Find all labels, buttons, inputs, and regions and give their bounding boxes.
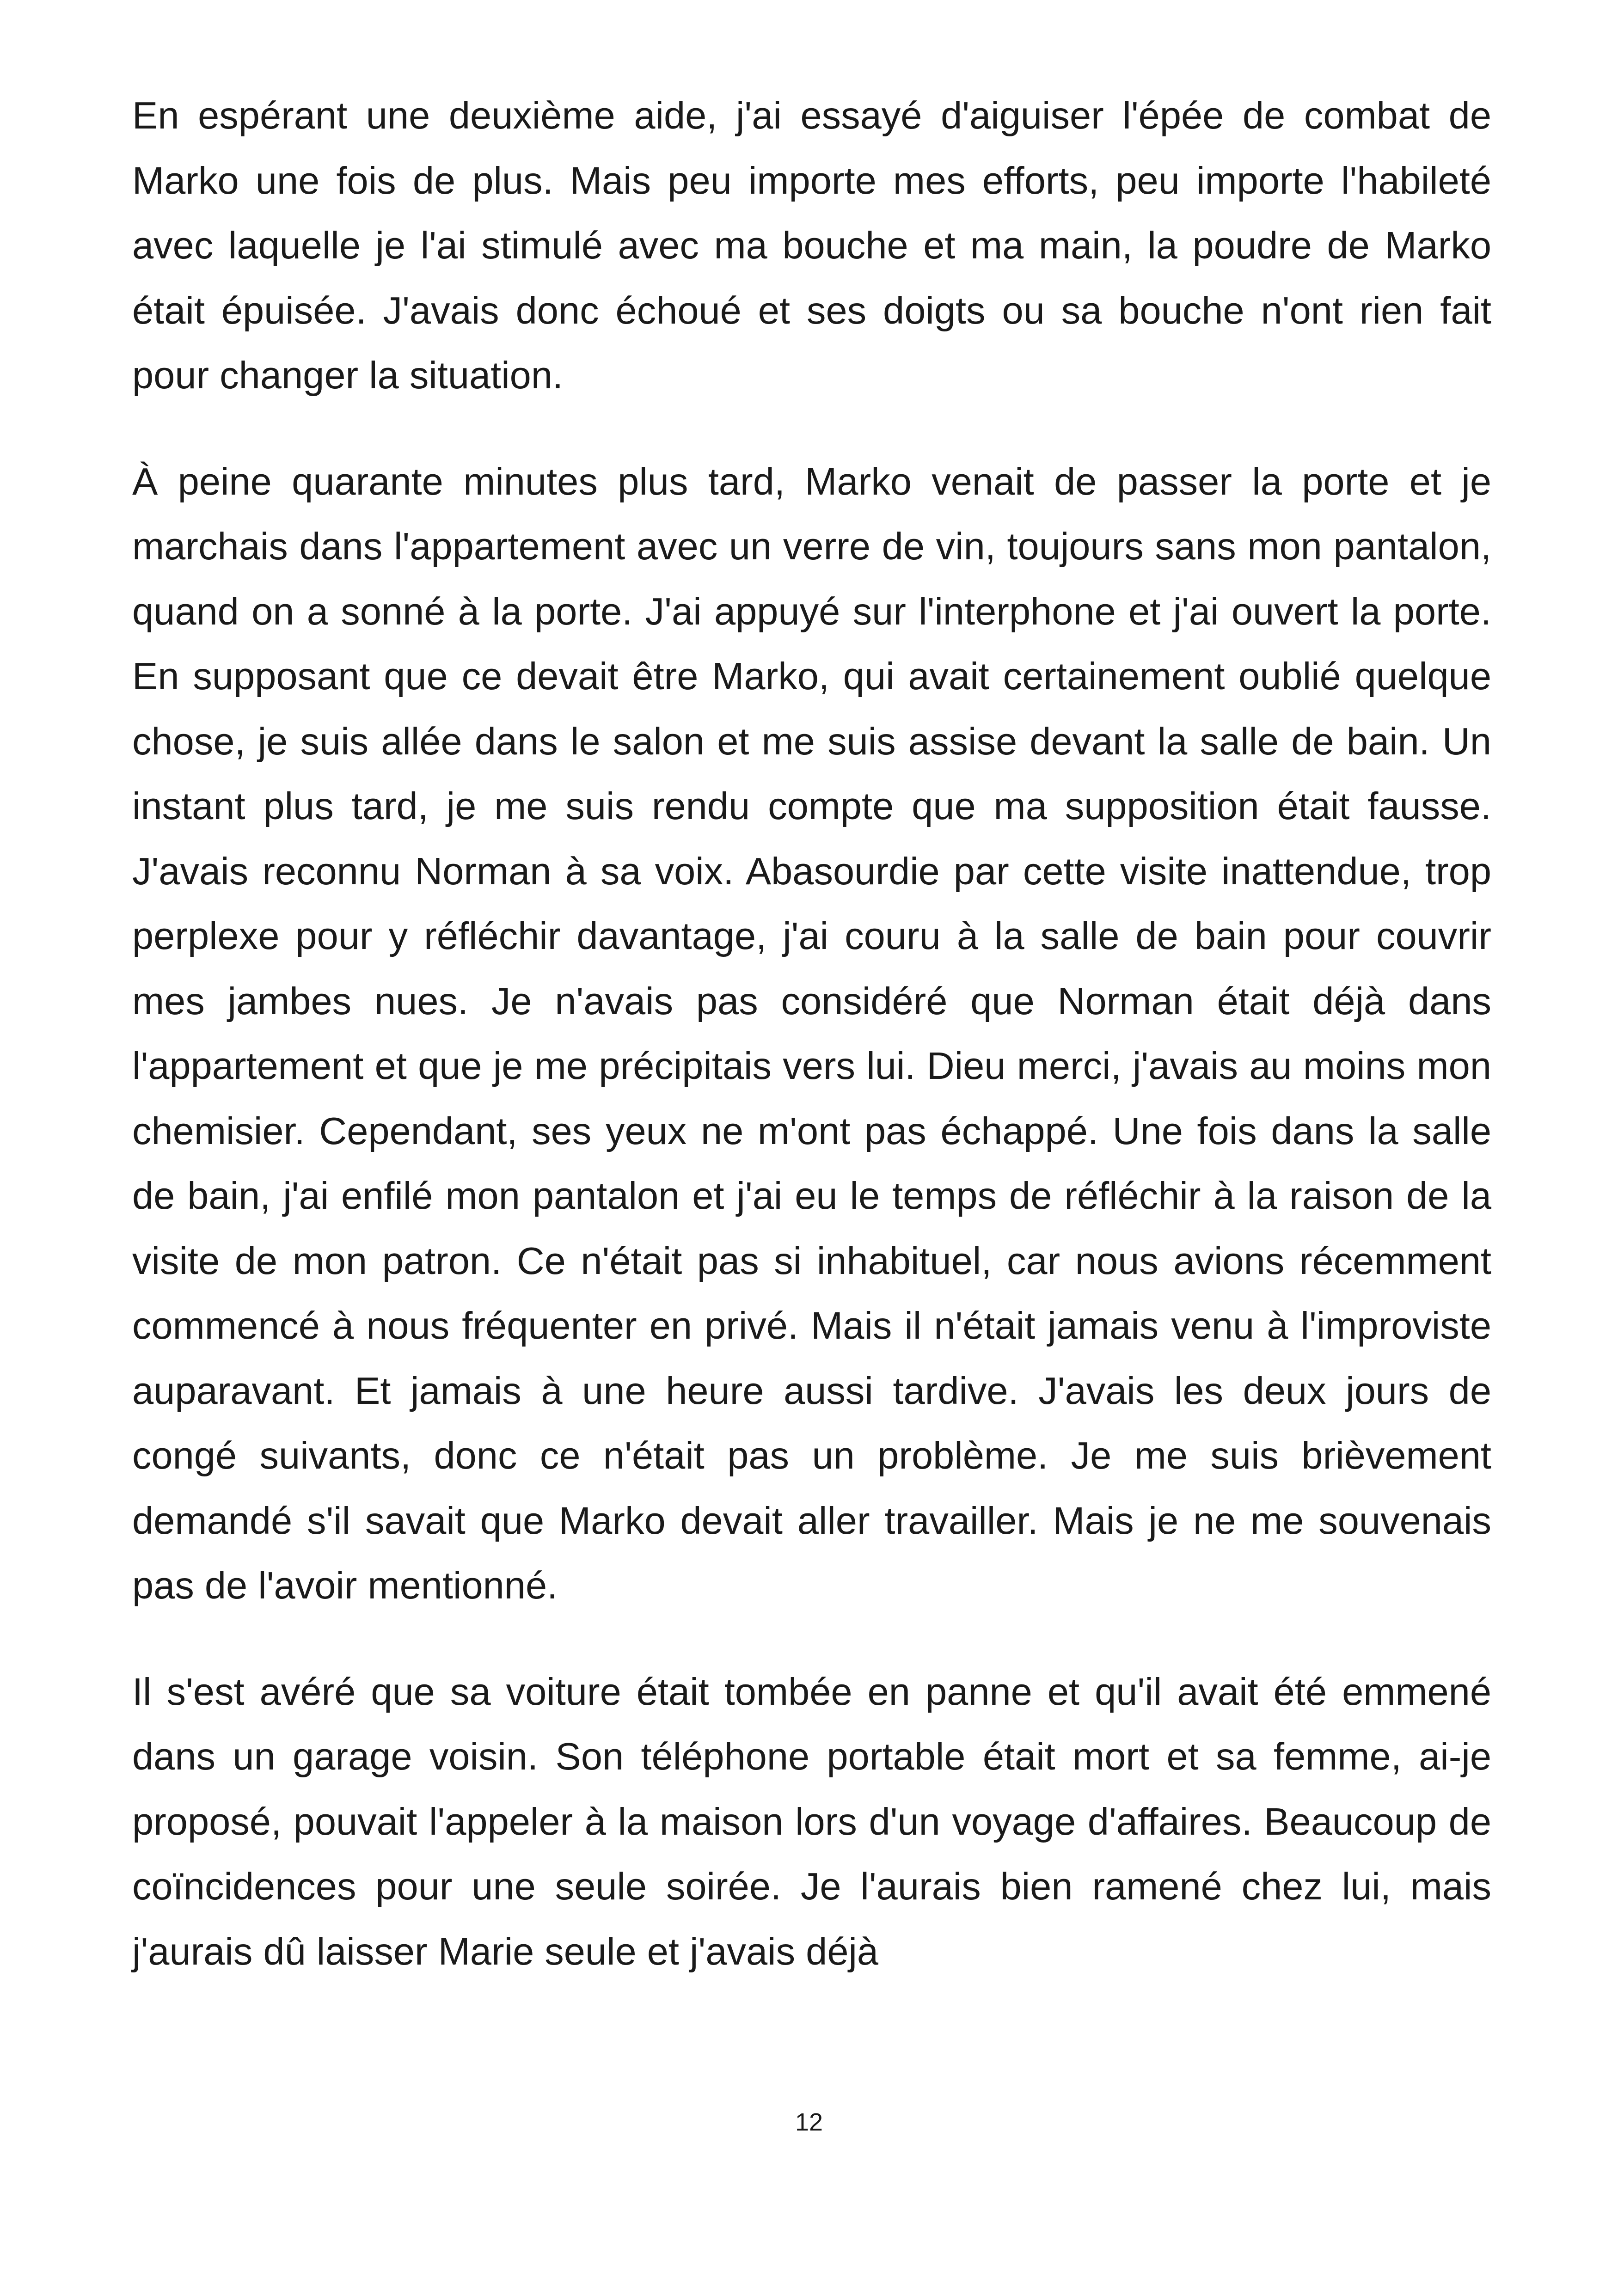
paragraph-3: Il s'est avéré que sa voiture était tombée en panne et qu'il avait été emmené dans un garage voisin. Son téléphone portable était mort et sa femme, ai-je proposé, pouvait l'appeler à la maison lors d'un voyage d'affaires. Beaucoup de coïncidences pour une seule soirée. Je l'aurais bien ramené chez lui, mais j'aurais dû laisser Marie seule et j'avais déjà (132, 1670, 1491, 1973)
page-number: 12 (795, 2108, 823, 2136)
paragraph-1: En espérant une deuxième aide, j'ai essayé d'aiguiser l'épée de combat de Marko une fois de plus. Mais peu importe mes efforts, peu importe l'habileté avec laquelle je l'ai stimulé avec ma bouche et ma main, la poudre de Marko était épuisée. J'avais donc échoué et ses doigts ou sa bouche n'ont rien fait pour changer la situation. (132, 94, 1491, 397)
body-text (132, 83, 1491, 2025)
paragraph-2: À peine quarante minutes plus tard, Marko venait de passer la porte et je marchais dans l'appartement avec un verre de vin, toujours sans mon pantalon, quand on a sonné à la porte. J'ai appuyé sur l'interphone et j'ai ouvert la porte. En supposant que ce devait être Marko, qui avait certainement oublié quelque chose, je suis allée dans le salon et me suis assise devant la salle de bain. Un instant plus tard, je me suis rendu compte que ma supposition était fausse. J'avais reconnu Norman à sa voix. Abasourdie par cette visite inattendue, trop perplexe pour y réfléchir davantage, j'ai couru à la salle de bain pour couvrir mes jambes nues. Je n'avais pas considéré que Norman était déjà dans l'appartement et que je me précipitais vers lui. Dieu merci, j'avais au moins mon chemisier. Cependant, ses yeux ne m'ont pas échappé. Une fois dans la salle de bain, j'ai enfilé mon pantalon et j'ai eu le temps de réfléchir à la raison de la visite de mon patron. Ce n'était pas si inhabituel, car nous avions récemment commencé à nous fréquenter en privé. Mais il n'était jamais venu à l'improviste auparavant. Et jamais à une heure aussi tardive. J'avais les deux jours de congé suivants, donc ce n'était pas un problème. Je me suis brièvement demandé s'il savait que Marko devait aller travailler. Mais je ne me souvenais pas de l'avoir mentionné. (132, 459, 1491, 1607)
